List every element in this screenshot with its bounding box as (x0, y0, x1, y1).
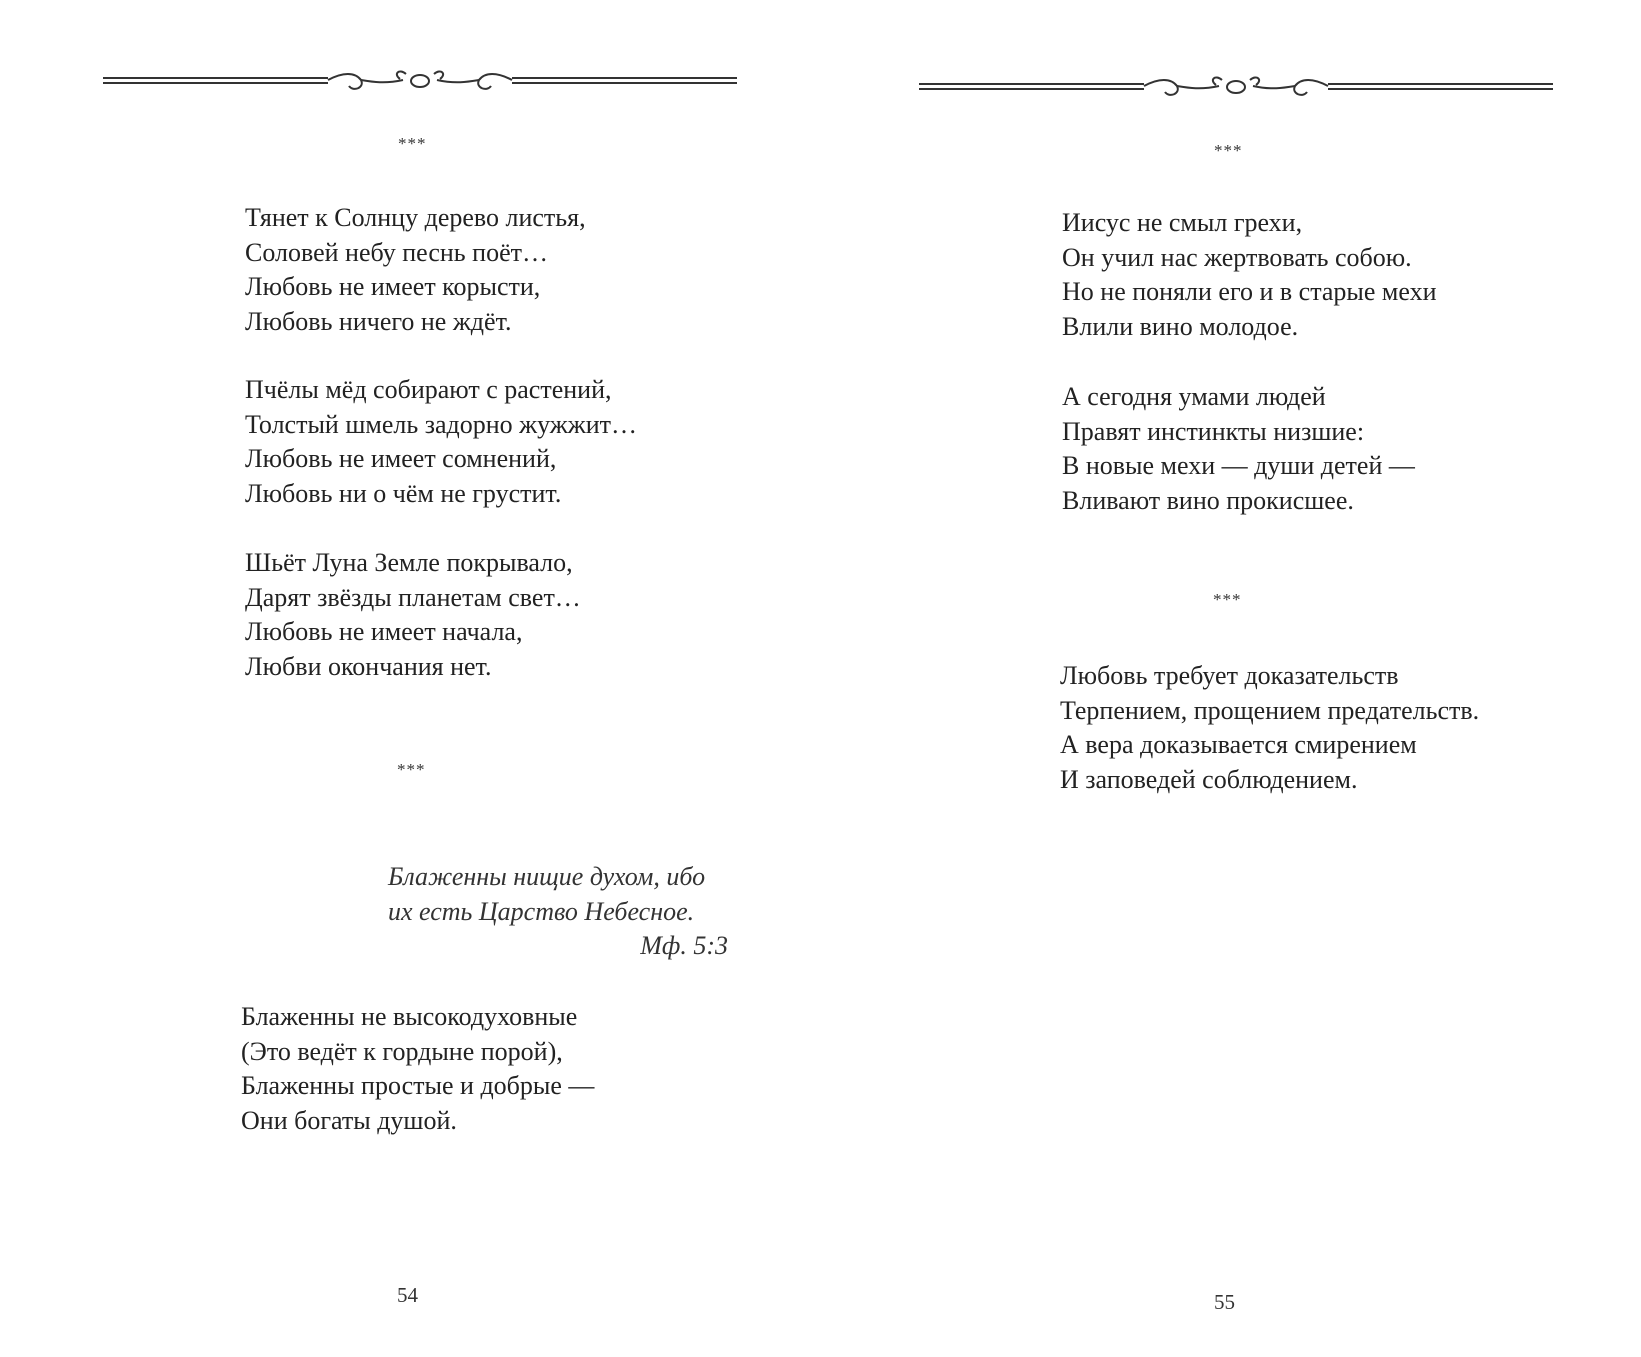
poem-separator-stars: *** (398, 134, 427, 153)
poem-line: Любви окончания нет. (245, 651, 492, 681)
left-page (0, 0, 820, 1357)
poem-line: Но не поняли его и в старые мехи (1062, 277, 1437, 306)
poem-line: Правят инстинкты низшие: (1062, 416, 1365, 446)
poem-line: Тянет к Солнцу дерево листья, (245, 203, 586, 232)
poem-line: Любовь не имеет сомнений, (245, 444, 557, 473)
poem-line: Они богаты душой. (241, 1105, 457, 1135)
poem-line: Любовь ничего не ждёт. (245, 306, 512, 336)
poem-line: А вера доказывается смирением (1060, 730, 1417, 759)
poem-line: Иисус не смыл грехи, (1062, 208, 1303, 237)
page-number: 54 (397, 1283, 418, 1307)
stanza (245, 546, 581, 684)
right-page (820, 0, 1641, 1357)
stanza (1060, 659, 1479, 797)
poem-line: Шьёт Луна Земле покрывало, (245, 548, 573, 577)
poem-line: Пчёлы мёд собирают с растений, (245, 375, 612, 404)
page-number: 55 (1214, 1290, 1235, 1314)
epigraph (388, 860, 728, 964)
poem-line: Он учил нас жертвовать собою. (1062, 242, 1412, 272)
poem-line: Вливают вино прокисшее. (1062, 485, 1354, 515)
stanza (1062, 380, 1415, 518)
poem-line: Толстый шмель задорно жужжит… (245, 409, 637, 439)
poem-separator-stars: *** (1214, 141, 1243, 160)
poem-line: Блаженны не высокодуховные (241, 1002, 578, 1031)
stanza (245, 373, 637, 511)
poem-line: Любовь ни о чём не грустит. (245, 478, 562, 508)
stanza (245, 201, 586, 339)
poem-separator-stars: *** (1213, 590, 1242, 609)
stanza (1062, 206, 1437, 344)
poem-separator-stars: *** (397, 760, 426, 779)
poem-line: Терпением, прощением предательств. (1060, 695, 1480, 725)
poem-line: Любовь не имеет начала, (245, 617, 523, 646)
stanza (241, 1000, 594, 1138)
poem-line: В новые мехи — души детей — (1062, 451, 1415, 480)
poem-line: Любовь требует доказательств (1060, 661, 1399, 690)
epigraph-line: Блаженны нищие духом, ибо (388, 862, 706, 891)
header-ornament-divider (919, 74, 1553, 108)
header-ornament-divider (103, 68, 737, 102)
poem-line: Дарят звёзды планетам свет… (245, 582, 581, 612)
poem-line: И заповедей соблюдением. (1060, 764, 1358, 794)
epigraph-reference: Мф. 5:3 (640, 931, 728, 960)
poem-line: Соловей небу песнь поёт… (245, 237, 548, 267)
poem-line: А сегодня умами людей (1062, 382, 1326, 411)
poem-line: Влили вино молодое. (1062, 311, 1299, 341)
poem-line: (Это ведёт к гордыне порой), (241, 1036, 563, 1066)
epigraph-line: их есть Царство Небесное. (388, 896, 695, 926)
poem-line: Любовь не имеет корысти, (245, 272, 541, 301)
poem-line: Блаженны простые и добрые — (241, 1071, 595, 1100)
